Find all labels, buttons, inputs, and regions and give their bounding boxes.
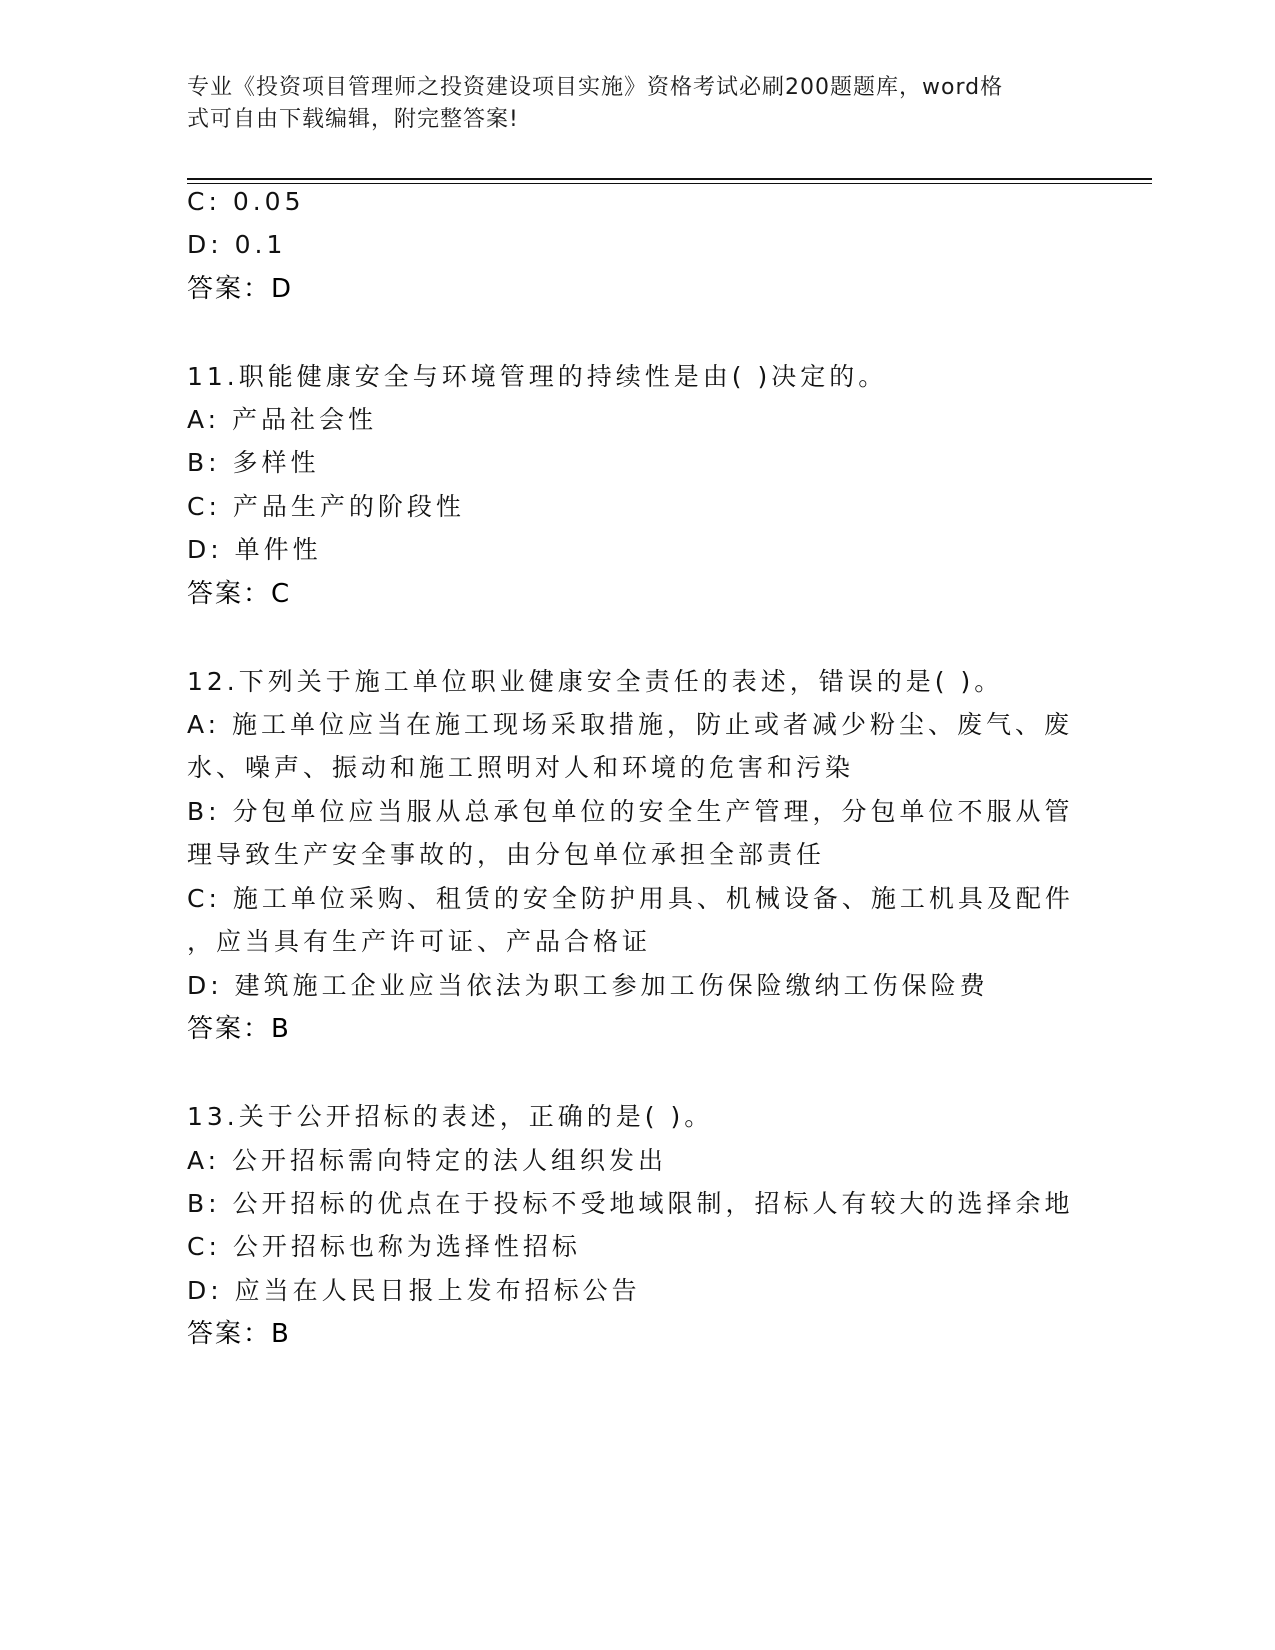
- q11-stem: 11.职能健康安全与环境管理的持续性是由( )决定的。: [187, 362, 888, 391]
- q11-option-a: A: 产品社会性: [187, 405, 378, 434]
- q12-option-b-line-2: 理导致生产安全事故的，由分包单位承担全部责任: [187, 840, 826, 869]
- q13-stem: 13.关于公开招标的表述，正确的是( )。: [187, 1102, 714, 1131]
- q10-option-d: D: 0.1: [187, 230, 287, 259]
- q12-option-b-line-1: B: 分包单位应当服从总承包单位的安全生产管理，分包单位不服从管: [187, 797, 1074, 826]
- q12-option-c-line-2: ，应当具有生产许可证、产品合格证: [187, 927, 652, 956]
- document-header: [187, 72, 1067, 136]
- header-line-2: 式可自由下载编辑，附完整答案!: [187, 107, 519, 132]
- header-divider-thick: [187, 178, 1152, 180]
- q12-answer: 答案：B: [187, 1014, 291, 1044]
- q12-option-a-line-2: 水、噪声、振动和施工照明对人和环境的危害和污染: [187, 753, 855, 782]
- q12-option-d: D: 建筑施工企业应当依法为职工参加工伤保险缴纳工伤保险费: [187, 971, 989, 1000]
- q13-option-a: A: 公开招标需向特定的法人组织发出: [187, 1146, 668, 1175]
- header-divider-thin: [187, 183, 1152, 184]
- q11-answer: 答案：C: [187, 579, 292, 609]
- header-line-1: 专业《投资项目管理师之投资建设项目实施》资格考试必刷200题题库，word格: [187, 75, 1004, 100]
- q12-option-c-line-1: C: 施工单位采购、租赁的安全防护用具、机械设备、施工机具及配件: [187, 884, 1074, 913]
- q13-option-b: B: 公开招标的优点在于投标不受地域限制，招标人有较大的选择余地: [187, 1189, 1074, 1218]
- q13-option-d: D: 应当在人民日报上发布招标公告: [187, 1276, 641, 1305]
- q12-option-a-line-1: A: 施工单位应当在施工现场采取措施，防止或者减少粉尘、废气、废: [187, 710, 1074, 739]
- q11-option-c: C: 产品生产的阶段性: [187, 492, 465, 521]
- q12-stem: 12.下列关于施工单位职业健康安全责任的表述，错误的是( )。: [187, 667, 1004, 696]
- q10-option-c: C: 0.05: [187, 187, 305, 216]
- q13-answer: 答案：B: [187, 1319, 291, 1349]
- q11-option-b: B: 多样性: [187, 448, 320, 477]
- q10-answer: 答案：D: [187, 274, 294, 304]
- q13-option-c: C: 公开招标也称为选择性招标: [187, 1232, 581, 1261]
- q11-option-d: D: 单件性: [187, 535, 322, 564]
